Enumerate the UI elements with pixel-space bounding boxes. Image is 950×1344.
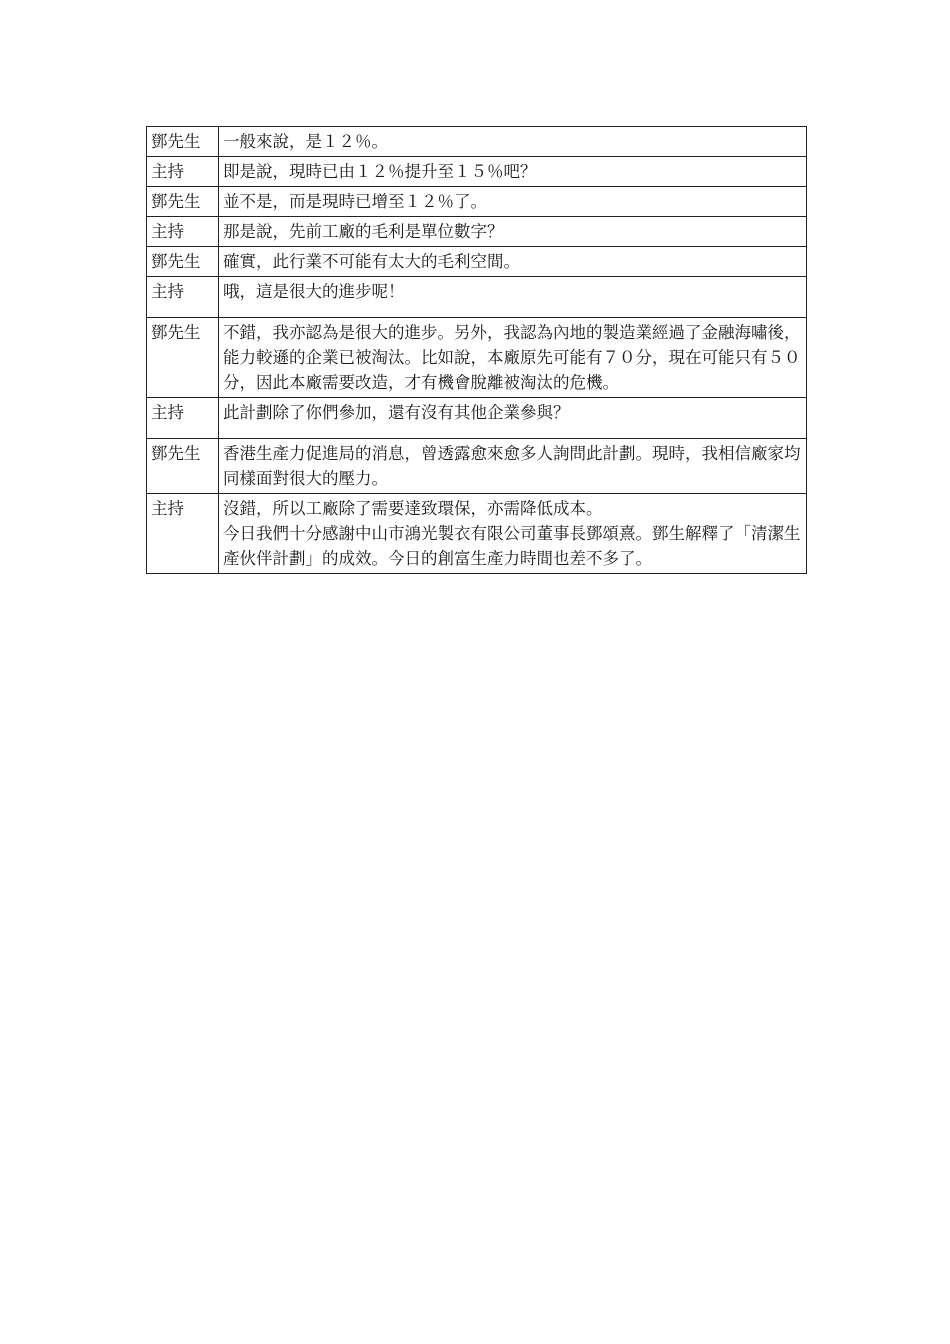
- speaker-cell: 鄧先生: [147, 187, 219, 217]
- table-row: [147, 398, 807, 439]
- dialogue-cell: [219, 187, 807, 217]
- dialogue-text: 一般來說，是１２％。: [223, 132, 388, 151]
- table-row: [147, 127, 807, 157]
- dialogue-cell: [219, 277, 807, 318]
- dialogue-cell: [219, 127, 807, 157]
- dialogue-text: 香港生產力促進局的消息，曾透露愈來愈多人詢問此計劃。現時，我相信廠家均同樣面對很大的壓力。: [223, 444, 801, 488]
- dialogue-text: 沒錯，所以工廠除了需要達致環保，亦需降低成本。: [223, 499, 603, 518]
- dialogue-text: 此計劃除了你們參加，還有沒有其他企業參與？: [223, 403, 570, 422]
- table-row: [147, 157, 807, 187]
- table-row: [147, 494, 807, 574]
- speaker-cell: 鄧先生: [147, 127, 219, 157]
- speaker-cell: 鄧先生: [147, 439, 219, 494]
- dialogue-text: 哦，這是很大的進步呢！: [223, 282, 405, 301]
- dialogue-text: 並不是，而是現時已增至１２％了。: [223, 192, 487, 211]
- dialogue-cell: [219, 157, 807, 187]
- speaker-cell: 主持: [147, 494, 219, 574]
- dialogue-text: 那是說，先前工廠的毛利是單位數字？: [223, 222, 504, 241]
- table-row: [147, 439, 807, 494]
- dialogue-text: 不錯，我亦認為是很大的進步。另外，我認為內地的製造業經過了金融海嘯後，能力較遜的企業已被淘汰。比如說，本廠原先可能有７０分，現在可能只有５０分，因此本廠需要改造，才有機會脫離被淘汰的危機。: [223, 323, 801, 392]
- table-row: [147, 277, 807, 318]
- speaker-cell: 主持: [147, 398, 219, 439]
- dialogue-text: 確實，此行業不可能有太大的毛利空間。: [223, 252, 520, 271]
- table-row: [147, 247, 807, 277]
- dialogue-cell: [219, 247, 807, 277]
- transcript-table: [146, 126, 807, 574]
- table-row: [147, 217, 807, 247]
- dialogue-cell: [219, 398, 807, 439]
- dialogue-text: 今日我們十分感謝中山市鴻光製衣有限公司董事長鄧頌熹。鄧生解釋了「清潔生產伙伴計劃」的成效。今日的創富生產力時間也差不多了。: [223, 524, 801, 568]
- table-row: [147, 318, 807, 398]
- table-row: [147, 187, 807, 217]
- speaker-cell: 鄧先生: [147, 318, 219, 398]
- dialogue-text: 即是說，現時已由１２％提升至１５％吧？: [223, 162, 537, 181]
- speaker-cell: 鄧先生: [147, 247, 219, 277]
- speaker-cell: 主持: [147, 277, 219, 318]
- speaker-cell: 主持: [147, 157, 219, 187]
- dialogue-cell: [219, 494, 807, 574]
- speaker-cell: 主持: [147, 217, 219, 247]
- dialogue-cell: [219, 318, 807, 398]
- dialogue-cell: [219, 217, 807, 247]
- dialogue-cell: [219, 439, 807, 494]
